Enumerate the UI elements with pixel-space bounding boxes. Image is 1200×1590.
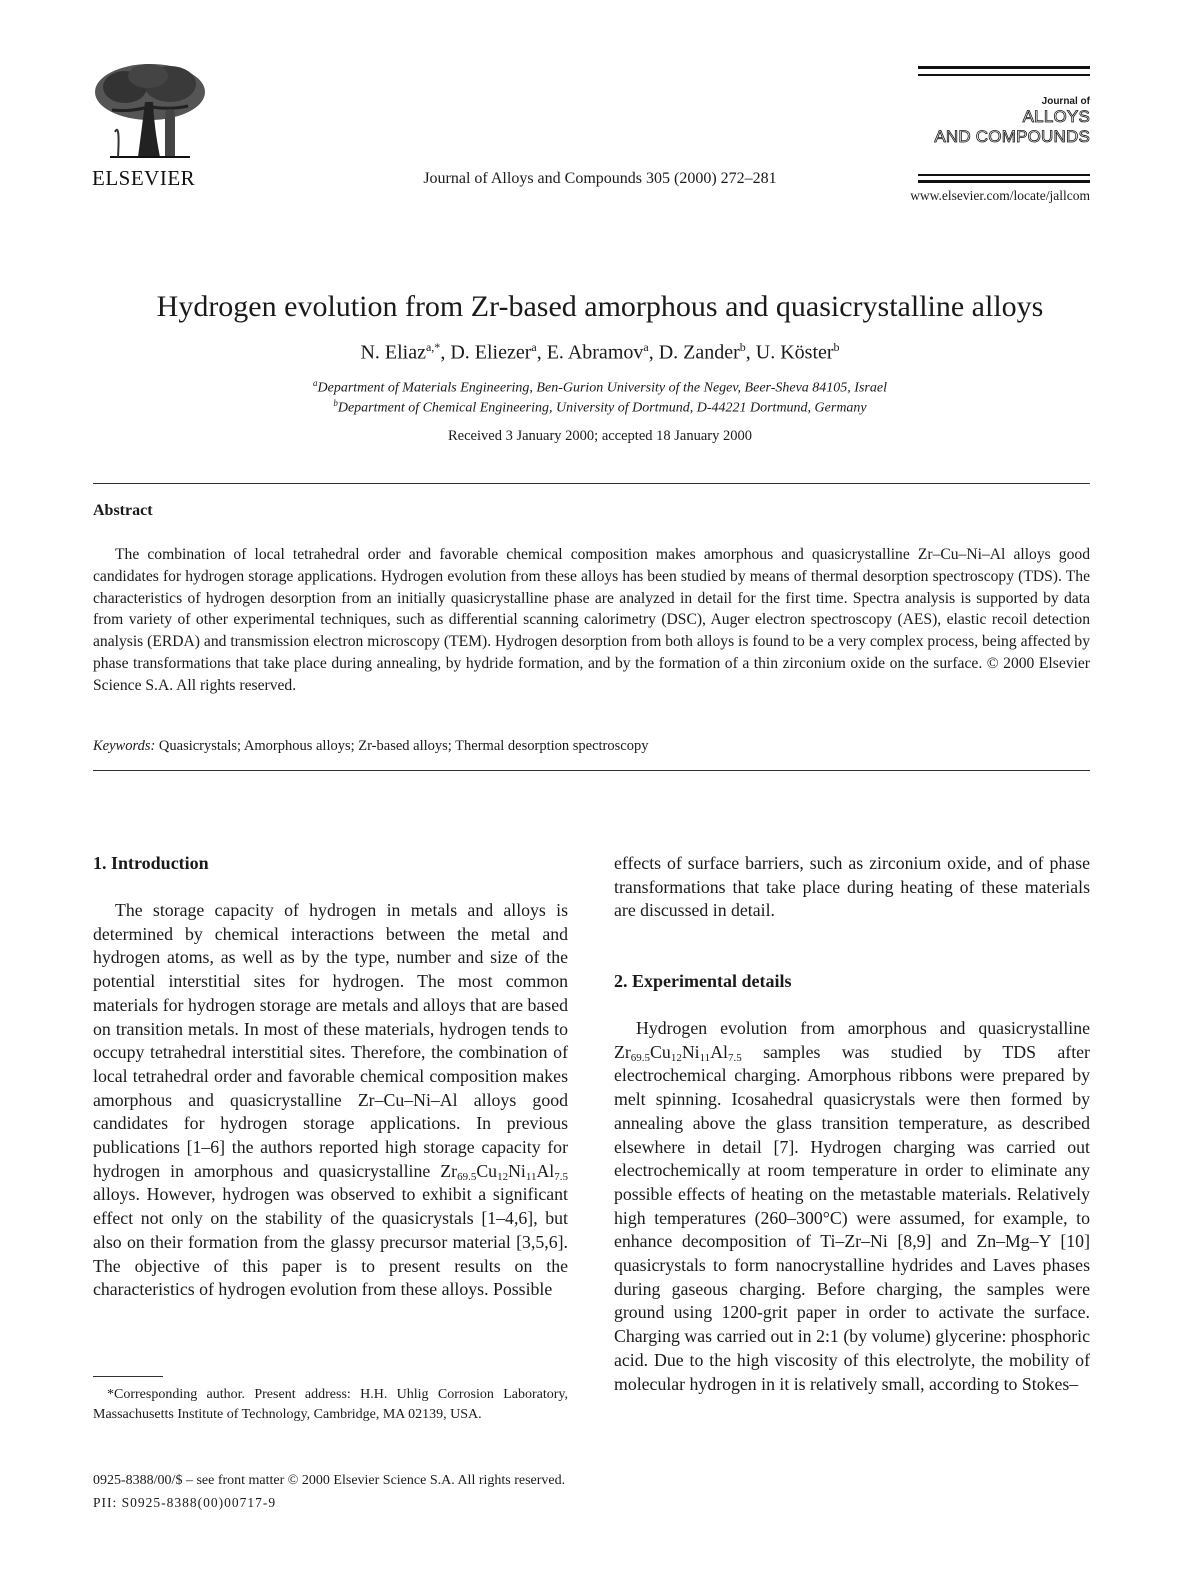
journal-logo-line1: ALLOYS [1022, 107, 1090, 126]
author-list: N. Eliaz$^{a,*}$, D. Eliezer$^a$, E. Abramov$^a$, D. Zander$^b$, U. Köster$^b$ [360, 340, 840, 364]
journal-url[interactable]: www.elsevier.com/locate/jallcom [910, 188, 1090, 203]
affiliation-a: $^a$Department of Materials Engineering, Ben-Gurion University of the Negev, Beer-Sheva 84105, Israel [313, 378, 887, 396]
divider [93, 770, 1090, 771]
author-sup: a [531, 340, 537, 354]
journal-logo-line2: AND COMPOUNDS [934, 127, 1090, 146]
author-name: N. Eliaz [360, 341, 426, 364]
author-name: E. Abramov [546, 341, 644, 364]
journal-reference: Journal of Alloys and Compounds 305 (2000) 272–281 [423, 170, 777, 187]
tree-icon [90, 62, 210, 162]
publisher-name: ELSEVIER [92, 166, 196, 190]
journal-logo [918, 66, 1090, 188]
intro-heading: 1. Introduction [93, 853, 209, 873]
keywords-label: Keywords: [93, 738, 156, 754]
received-date: Received 3 January 2000; accepted 18 January 2000 [448, 428, 752, 444]
footnote: *Corresponding author. Present address: H.H. Uhlig Corrosion Laboratory, Massachusetts Institute of Technology, Cambridge, MA 02139, USA. [93, 1387, 568, 1422]
keywords [93, 738, 648, 755]
pii-line: PII: S0925-8388(00)00717-9 [93, 1495, 277, 1510]
intro-continuation: effects of surface barriers, such as zirconium oxide, and of phase transformations that take place during heating of these materials are discussed in detail. [614, 853, 1090, 921]
journal-logo-small: Journal of [1041, 96, 1090, 107]
article-title: Hydrogen evolution from Zr-based amorphous and quasicrystalline alloys [156, 290, 1044, 323]
author-sup: a,* [425, 340, 441, 354]
author-name: U. Köster [755, 341, 834, 364]
keywords-list: Quasicrystals; Amorphous alloys; Zr-based alloys; Thermal desorption spectroscopy [158, 738, 649, 754]
intro-paragraph: The storage capacity of hydrogen in metals and alloys is determined by chemical interactions between the metal and hydrogen atoms, as well as by the type, number and size of the potential interstitial sites for hydrogen. The most common materials for hydrogen storage are metals and alloys that are based on transition metals. In most of these materials, hydrogen tends to occupy tetrahedral interstitial sites. Therefore, the combination of local tetrahedral order and favorable chemical composition makes amorphous and quasicrystalline Zr–Cu–Ni–Al alloys good candidates for hydrogen storage applications. In previous publications [1–6] the authors reported high storage capacity for hydrogen in amorphous and quasicrystalline $Zr_{69.5}Cu_{12}Ni_{11}Al_{7.5}$ alloys. However, hydrogen was observed to exhibit a significant effect not only on the stability of the quasicrystals [1–4,6], but also on their formation from the glassy precursor material [3,5,6]. The objective of this paper is to present results on the characteristics of hydrogen evolution from these alloys. Possible [93, 900, 568, 1300]
chemical-formula: $Zr_{69.5}Cu_{12}Ni_{11}Al_{7.5}$ [614, 1041, 742, 1064]
author-sup: b [833, 340, 840, 354]
footnote-rule [93, 1376, 163, 1377]
affiliation-b: $^b$Department of Chemical Engineering, University of Dortmund, D-44221 Dortmund, Germany [333, 398, 867, 416]
abstract-heading: Abstract [93, 502, 153, 519]
author-name: D. Zander [658, 341, 740, 364]
experimental-paragraph: Hydrogen evolution from amorphous and quasicrystalline $Zr_{69.5}Cu_{12}Ni_{11}Al_{7.5}$ samples was studied by TDS after electrochemical charging. Amorphous ribbons were prepared by melt spinning. Icosahedral quasicrystals were then formed by annealing above the glass transition temperature, as described elsewhere in detail [7]. Hydrogen charging was carried out electrochemically at room temperature in order to eliminate any possible effects of heating on the metastable materials. Relatively high temperatures (260–300°C) were assumed, for example, to enhance decomposition of Ti–Zr–Ni [8,9] and Zn–Mg–Y [10] quasicrystals to form nanocrystalline hydrides and Laves phases during gaseous charging. Before charging, the samples were ground using 1200-grit paper in order to activate the surface. Charging was carried out in 2:1 (by volume) glycerine: phosphoric acid. Due to the high viscosity of this electrolyte, the mobility of molecular hydrogen in it is relatively small, according to Stokes– [614, 1018, 1090, 1394]
chemical-formula: $Zr_{69.5}Cu_{12}Ni_{11}Al_{7.5}$ [440, 1160, 568, 1183]
author-sup: a [643, 340, 649, 354]
author-sup: b [739, 340, 746, 354]
experimental-heading: 2. Experimental details [614, 971, 792, 991]
author-name: D. Eliezer [450, 341, 532, 364]
abstract-text: The combination of local tetrahedral order and favorable chemical composition makes amorphous and quasicrystalline Zr–Cu–Ni–Al alloys good candidates for hydrogen storage applications. Hydrogen evolution from these alloys has been studied by means of thermal desorption spectroscopy (TDS). The characteristics of hydrogen desorption from an initially quasicrystalline phase are analyzed in detail for the first time. Spectra analysis is supported by data from variety of other experimental techniques, such as differential scanning calorimetry (DSC), Auger electron spectroscopy (AES), elastic recoil detection analysis (ERDA) and transmission electron microscopy (TEM). Hydrogen desorption from both alloys is found to be a very complex process, being affected by phase transformations that take place during annealing, by hydride formation, and by the formation of a thin zirconium oxide on the surface. © 2000 Elsevier Science S.A. All rights reserved. [93, 546, 1090, 694]
divider [93, 483, 1090, 484]
copyright-line: 0925-8388/00/$ – see front matter © 2000 Elsevier Science S.A. All rights reserved. [93, 1473, 566, 1488]
